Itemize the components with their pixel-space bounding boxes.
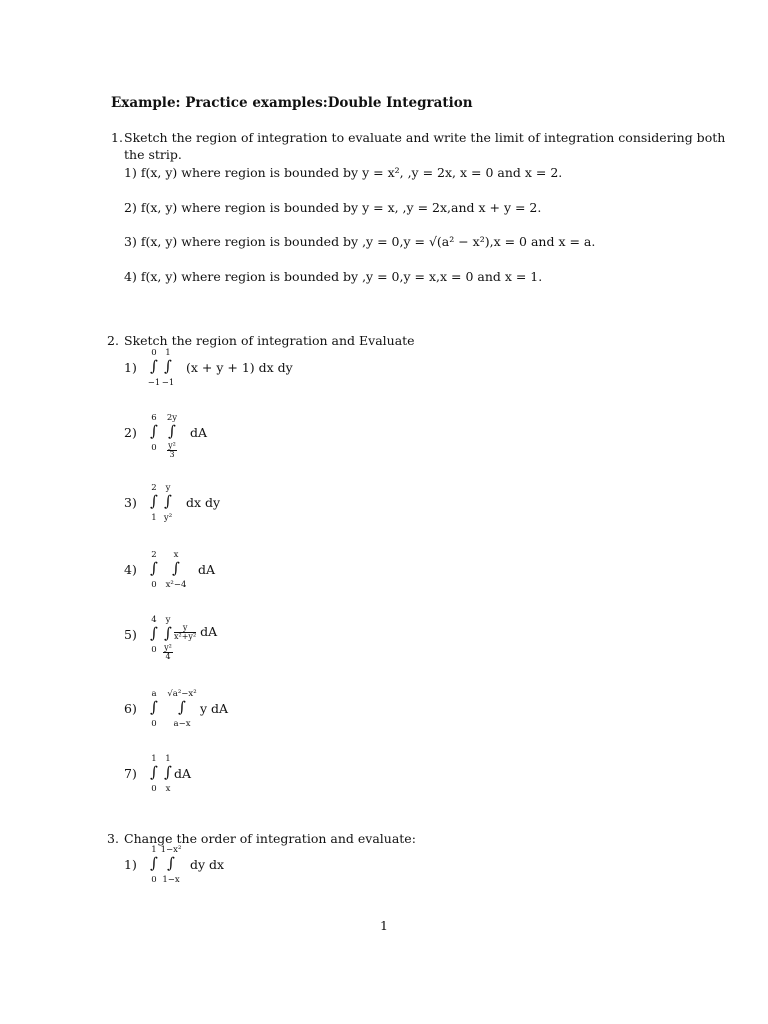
inner-integral: x ∫ x²−4 <box>165 550 187 590</box>
outer-integral: 4 ∫ 0 <box>150 615 158 655</box>
outer-integral: 1 ∫ 0 <box>150 845 158 885</box>
section1-intro-line2: the strip. <box>124 147 182 162</box>
section1-intro-line1: Sketch the region of integration to evaluate and write the limit of integration considering both <box>124 130 726 145</box>
integrand: $\frac{y}{\text{x²+y²}}$ dA <box>174 623 218 641</box>
section1-item-2: 2) f(x, y) where region is bounded by y = x, ,y = 2x,and x + y = 2. <box>124 200 542 215</box>
inner-integral: y ∫ y² <box>163 483 173 523</box>
integral-2-7: 7) 1 ∫ 0 1 ∫ x dA <box>124 754 192 794</box>
section1-item-4: 4) f(x, y) where region is bounded by ,y = 0,y = x,x = 0 and x = 1. <box>124 269 543 284</box>
outer-integral: 6 ∫ 0 <box>150 413 158 453</box>
outer-integral: 2 ∫ 0 <box>150 550 158 590</box>
inner-integral: 1−x² ∫ 1−x <box>160 845 182 885</box>
inner-integral: √a²−x² ∫ a−x <box>167 689 197 729</box>
inner-integral: 1 ∫ x <box>164 754 172 794</box>
section2-intro: Sketch the region of integration and Evaluate <box>124 333 415 348</box>
outer-integral: 2 ∫ 1 <box>150 483 158 523</box>
integral-2-6: 6) a ∫ 0 √a²−x² ∫ a−x y dA <box>124 689 229 729</box>
integral-2-3: 3) 2 ∫ 1 y ∫ y² dx dy <box>124 483 221 523</box>
page-number: 1 <box>380 918 388 933</box>
integral-2-1: 1) 0 ∫ −1 1 ∫ −1 (x + y + 1) dx dy <box>124 348 293 388</box>
section1-item-3: 3) f(x, y) where region is bounded by ,y = 0,y = √(a² − x²),x = 0 and x = a. <box>124 234 596 249</box>
outer-integral: 0 ∫ −1 <box>147 348 161 388</box>
section1-item-1: 1) f(x, y) where region is bounded by y = x², ,y = 2x, x = 0 and x = 2. <box>124 165 563 180</box>
inner-integral: 1 ∫ −1 <box>161 348 175 388</box>
section3-number: 3. <box>107 831 119 846</box>
integrand: dA <box>198 562 216 577</box>
page-title: Example: Practice examples:Double Integration <box>111 95 473 111</box>
integral-2-5: 5) 4 ∫ 0 y ∫ $\frac{\text{y²}}{4}$ $\frac{y}{\text{x²+y²}}$ dA <box>124 615 218 661</box>
integral-2-2: 2) 6 ∫ 0 2y ∫ $\frac{\text{y²}}{3}$ dA <box>124 413 208 459</box>
integrand: dA <box>190 425 208 440</box>
integrand: y dA <box>200 701 229 716</box>
integral-2-4: 4) 2 ∫ 0 x ∫ x²−4 dA <box>124 550 216 590</box>
section1-number: 1. <box>111 130 123 145</box>
inner-integral: 2y ∫ $\frac{\text{y²}}{3}$ <box>166 413 178 459</box>
outer-integral: 1 ∫ 0 <box>150 754 158 794</box>
integrand: (x + y + 1) dx dy <box>186 360 293 375</box>
section2-number: 2. <box>107 333 119 348</box>
inner-integral: y ∫ $\frac{\text{y²}}{4}$ <box>164 615 172 661</box>
integrand: dA <box>174 766 192 781</box>
integral-3-1: 1) 1 ∫ 0 1−x² ∫ 1−x dy dx <box>124 845 225 885</box>
integrand: dy dx <box>190 857 225 872</box>
integrand: dx dy <box>186 495 221 510</box>
outer-integral: a ∫ 0 <box>150 689 158 729</box>
section3-intro: Change the order of integration and evaluate: <box>124 831 416 846</box>
